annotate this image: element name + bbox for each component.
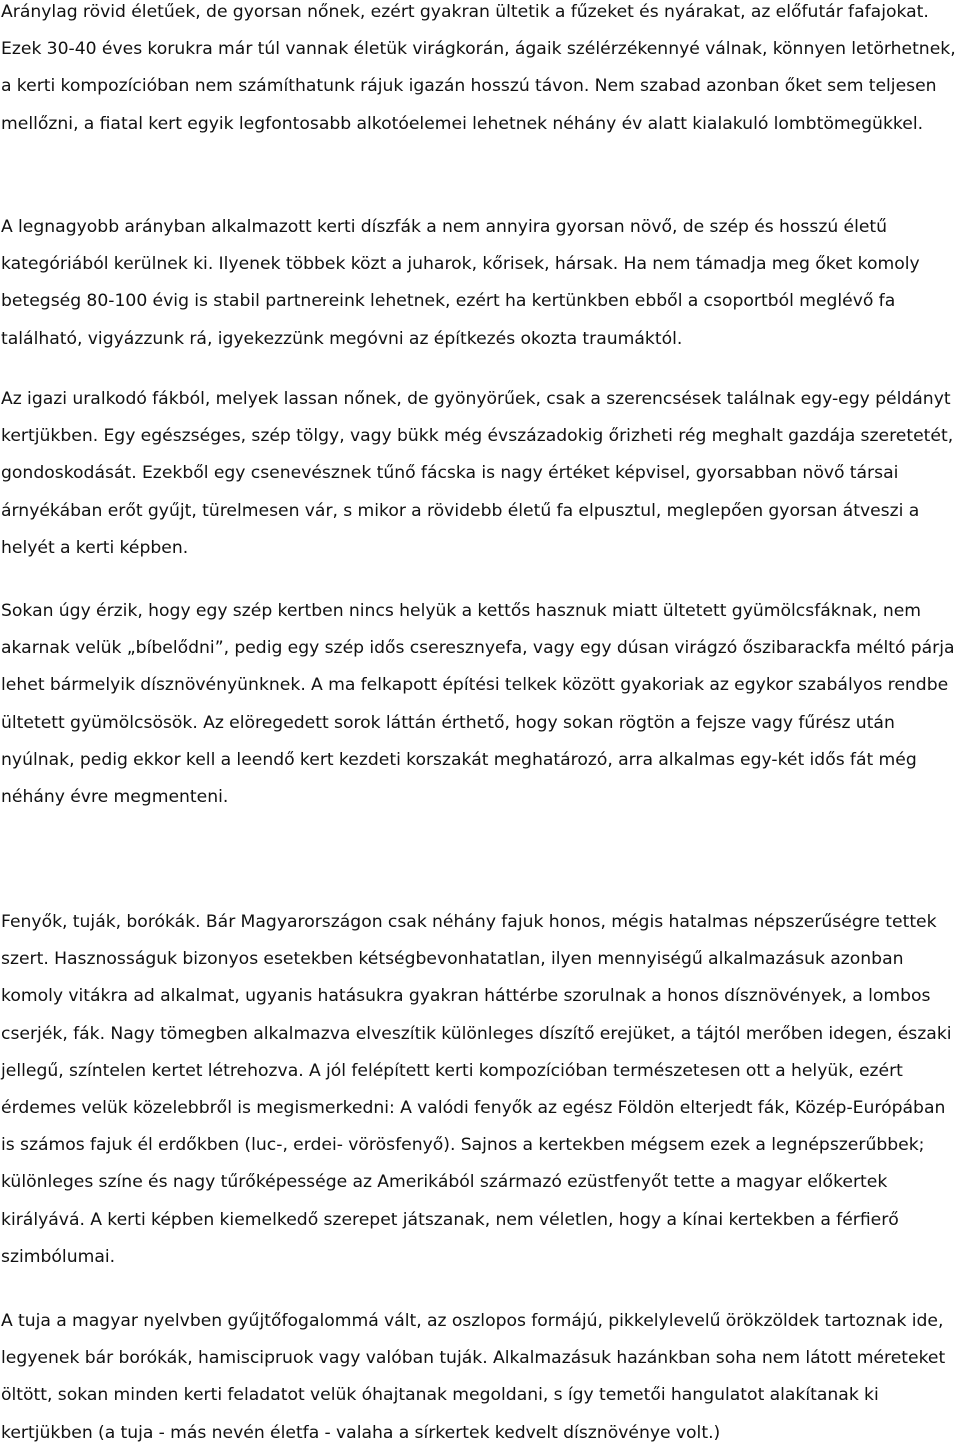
paragraph-willows-poplars: Aránylag rövid életűek, de gyorsan nőnek, ezért gyakran ültetik a fűzeket és nyárakat, az előfutár fafajokat. Ezek 30-40 éves korukra már túl vannak életük virágkorán, ágaik szélérzékennyé válnak, könnyen letörhetnek, a kerti kompozícióban nem számíthatunk rájuk igazán hosszú távon. Nem szabad azonban őket sem teljesen mellőzni, a fiatal kert egyik legfontosabb alkotóelemei lehetnek néhány év alatt kialakuló lombtömegükkel. [1, 2, 956, 134]
paragraph-dominant-trees: Az igazi uralkodó fákból, melyek lassan nőnek, de gyönyörűek, csak a szerencsések találnak egy-egy példányt kertjükben. Egy egészséges, szép tölgy, vagy bükk még évszázadokig őrizheti rég meghalt gazdája szeretetét, gondoskodását. Ezekből egy csenevésznek tűnő fácska is nagy értéket képvisel, gyorsabban növő társai árnyékában erőt gyűjt, türelmesen vár, s mikor a rövidebb életű fa elpusztul, meglepően gyorsan átveszi a helyét a kerti képben. [1, 389, 954, 558]
paragraph-conifers: Fenyők, tuják, borókák. Bár Magyarországon csak néhány fajuk honos, mégis hatalmas népszerűségre tettek szert. Hasznosságuk bizonyos esetekben kétségbevonhatatlan, ilyen mennyiségű alkalmazásuk azonban komoly vitákra ad alkalmat, ugyanis hatásukra gyakran háttérbe szorulnak a honos dísznövények, a lombos cserjék, fák. Nagy tömegben alkalmazva elveszítik különleges díszítő erejüket, a tájtól merőben idegen, északi jellegű, színtelen kertet létrehozva. A jól felépített kerti kompozícióban természetesen ott a helyük, ezért érdemes velük közelebbről is megismerkedni: A valódi fenyők az egész Földön elterjedt fák, Közép-Európában is számos fajuk él erdőkben (luc-, erdei- vörösfenyő). Sajnos a kertekben mégsem ezek a legnépszerűbbek; különleges színe és nagy tűrőképessége az Amerikából származó ezüstfenyőt tette a magyar előkertek királyává. A kerti képben kiemelkedő szerepet játszanak, nem véletlen, hogy a kínai kertekben a férfierő szimbólumai. [1, 912, 952, 1267]
paragraph-ornamental-trees: A legnagyobb arányban alkalmazott kerti díszfák a nem annyira gyorsan növő, de szép és hosszú életű kategóriából kerülnek ki. Ilyenek többek közt a juharok, kőrisek, hársak. Ha nem támadja meg őket komoly betegség 80-100 évig is stabil partnereink lehetnek, ezért ha kertünkben ebből a csoportból meglévő fa található, vigyázzunk rá, igyekezzünk megóvni az építkezés okozta traumáktól. [1, 217, 920, 349]
paragraph-thuja: A tuja a magyar nyelvben gyűjtőfogalommá vált, az oszlopos formájú, pikkelylevelű örökzöldek tartoznak ide, legyenek bár borókák, hamiscipruok vagy valóban tuják. Alkalmazásuk hazánkban soha nem látott méreteket öltött, sokan minden kerti feladatot velük óhajtanak megoldani, s így temetői hangulatot alakítanak ki kertjükben (a tuja - más nevén életfa - valaha a sírkertek kedvelt dísznövénye volt.) [1, 1311, 946, 1443]
paragraph-fruit-trees: Sokan úgy érzik, hogy egy szép kertben nincs helyük a kettős hasznuk miatt ültetett gyümölcsfáknak, nem akarnak velük „bíbelődni”, pedig egy szép idős cseresznyefa, vagy egy dúsan virágzó őszibarackfa méltó párja lehet bármelyik dísznövényünknek. A ma felkapott építési telkek között gyakoriak az egykor szabályos rendbe ültetett gyümölcsösök. Az elöregedett sorok láttán érthető, hogy sokan rögtön a fejsze vagy fűrész után nyúlnak, pedig ekkor kell a leendő kert kezdeti korszakát meghatározó, arra alkalmas egy-két idős fát még néhány évre megmenteni. [1, 601, 955, 808]
